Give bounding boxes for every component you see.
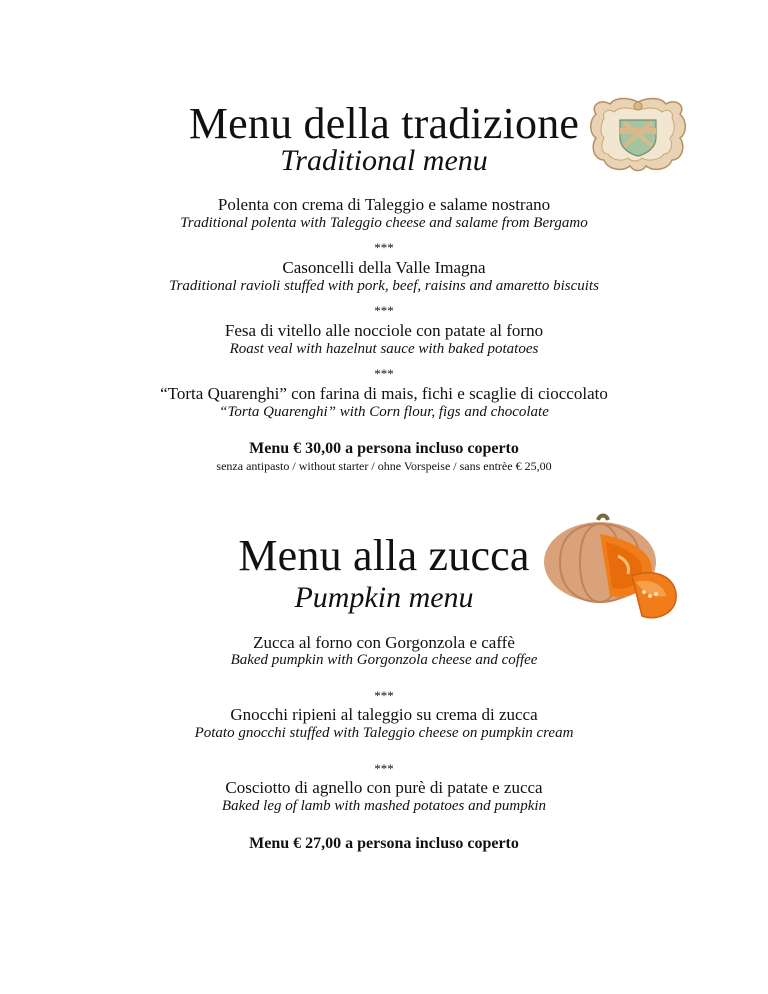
traditional-menu-price: Menu € 30,00 a persona incluso coperto xyxy=(249,440,519,457)
pumpkin-menu-title: Menu alla zucca xyxy=(238,531,530,580)
course-3-italian: Fesa di vitello alle nocciole con patate al forno xyxy=(224,321,544,340)
course-4-english: “Torta Quarenghi” with Corn flour, figs and chocolate xyxy=(219,404,549,420)
pumpkin-course-3-english: Baked leg of lamb with mashed potatoes and pumpkin xyxy=(221,798,547,814)
pumpkin-course-2-italian: Gnocchi ripieni al taleggio su crema di zucca xyxy=(230,705,538,724)
course-1-italian: Polenta con crema di Taleggio e salame nostrano xyxy=(217,195,551,214)
pumpkin-menu-price: Menu € 27,00 a persona incluso coperto xyxy=(249,835,519,852)
course-4-italian: “Torta Quarenghi” con farina di mais, fichi e scaglie di cioccolato xyxy=(160,384,608,403)
traditional-menu-subtitle: Traditional menu xyxy=(280,144,488,177)
course-separator: *** xyxy=(374,303,394,318)
traditional-menu-title: Menu della tradizione xyxy=(188,99,580,148)
pumpkin-course-2-english: Potato gnocchi stuffed with Taleggio cheese on pumpkin cream xyxy=(194,725,574,741)
course-2-english: Traditional ravioli stuffed with pork, beef, raisins and amaretto biscuits xyxy=(169,278,599,294)
pumpkin-icon xyxy=(540,512,678,624)
course-3-english: Roast veal with hazelnut sauce with baked potatoes xyxy=(229,341,539,357)
course-separator: *** xyxy=(374,688,394,703)
course-separator: *** xyxy=(374,240,394,255)
crest-icon xyxy=(586,94,690,176)
traditional-menu-note: senza antipasto / without starter / ohne Vorspeise / sans entrèe € 25,00 xyxy=(216,459,552,473)
pumpkin-course-1-italian: Zucca al forno con Gorgonzola e caffè xyxy=(253,633,515,652)
pumpkin-course-1-english: Baked pumpkin with Gorgonzola cheese and coffee xyxy=(230,652,538,668)
course-separator: *** xyxy=(374,761,394,776)
course-separator: *** xyxy=(374,366,394,381)
pumpkin-menu-subtitle: Pumpkin menu xyxy=(294,581,474,614)
course-1-english: Traditional polenta with Taleggio cheese and salame from Bergamo xyxy=(180,215,588,231)
course-2-italian: Casoncelli della Valle Imagna xyxy=(282,258,486,277)
pumpkin-course-3-italian: Cosciotto di agnello con purè di patate e zucca xyxy=(225,778,543,797)
